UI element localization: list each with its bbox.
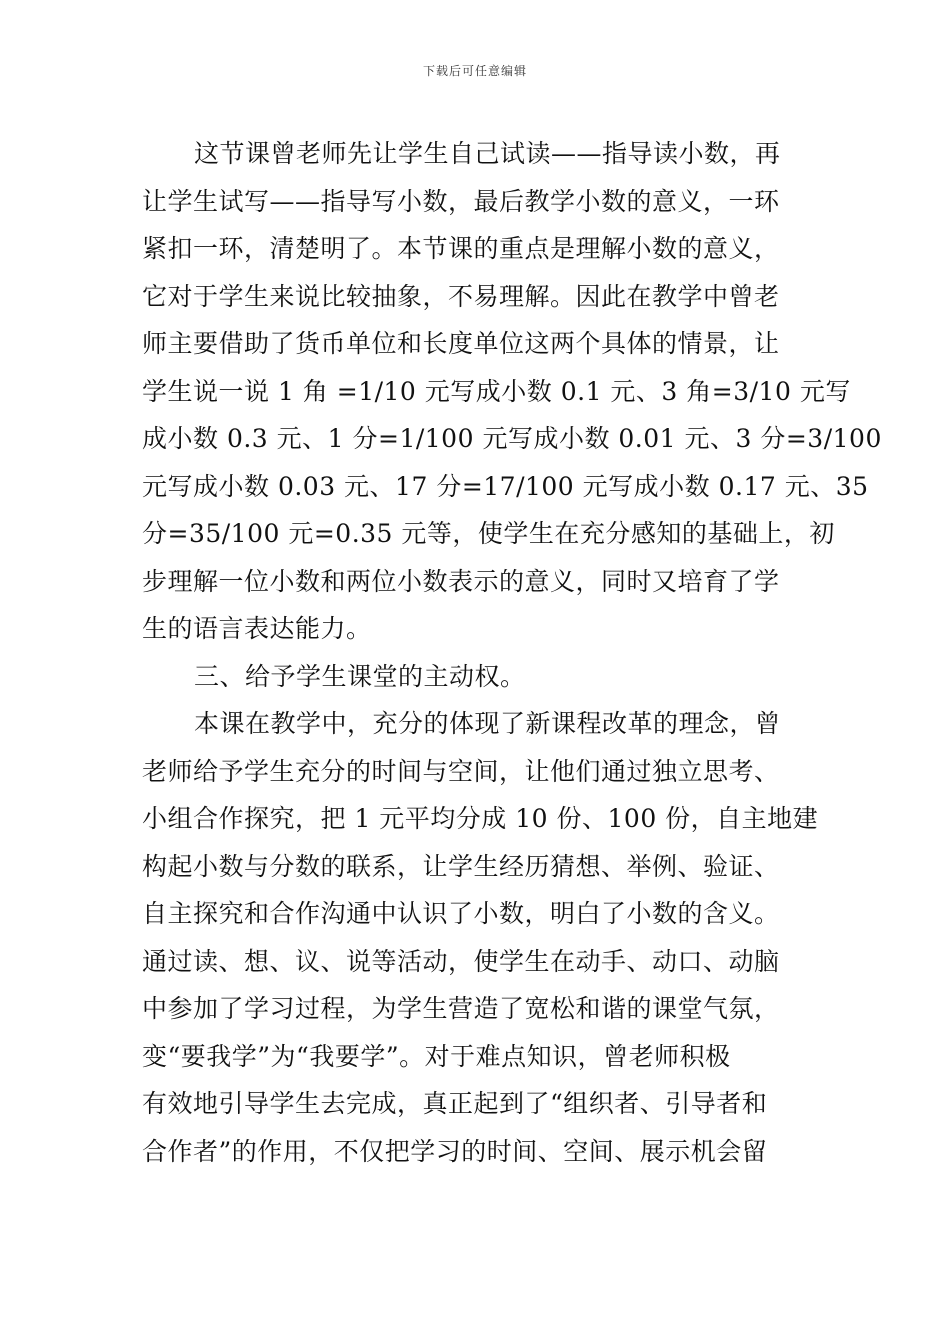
text-line: 本课在教学中，充分的体现了新课程改革的理念，曾 [194,709,781,738]
text-line: 步理解一位小数和两位小数表示的意义，同时又培育了学 [142,566,780,596]
text-line: 这节课曾老师先让学生自己试读——指导读小数，再 [194,139,781,168]
text-line: 学生说一说 1 角 =1/10 元写成小数 0.1 元、3 角=3/10 元写 [142,376,851,406]
text-line: 让学生试写——指导写小数，最后教学小数的意义，一环 [142,186,780,216]
text-line: 元写成小数 0.03 元、17 分=17/100 元写成小数 0.17 元、35 [142,471,869,501]
text-line: 中参加了学习过程，为学生营造了宽松和谐的课堂气氛， [142,994,780,1023]
text-line: 紧扣一环，清楚明了。本节课的重点是理解小数的意义， [142,234,780,263]
text-line: 分=35/100 元=0.35 元等，使学生在充分感知的基础上，初 [142,519,835,548]
text-line: 自主探究和合作沟通中认识了小数，明白了小数的含义。 [142,899,780,928]
text-line: 通过读、想、议、说等活动，使学生在动手、动口、动脑 [142,946,780,976]
text-line: 它对于学生来说比较抽象，不易理解。因此在教学中曾老 [142,281,780,311]
text-line: 师主要借助了货币单位和长度单位这两个具体的情景，让 [142,329,780,358]
header-note: 下载后可任意编辑 [422,64,527,78]
text-line: 小组合作探究，把 1 元平均分成 10 份、100 份，自主地建 [142,804,819,833]
text-line: 老师给予学生充分的时间与空间，让他们通过独立思考、 [142,756,780,786]
text-line: 构起小数与分数的联系，让学生经历猜想、举例、验证、 [142,851,780,881]
text-line: 有效地引导学生去完成，真正起到了“组织者、引导者和 [142,1089,768,1118]
text-line: 变“要我学”为“我要学”。对于难点知识，曾老师积极 [142,1041,731,1071]
text-line: 生的语言表达能力。 [142,614,372,643]
text-line: 合作者”的作用，不仅把学习的时间、空间、展示机会留 [142,1136,768,1166]
text-line: 成小数 0.3 元、1 分=1/100 元写成小数 0.01 元、3 分=3/100 [142,424,882,453]
body-text [142,130,882,1175]
section-heading: 三、给予学生课堂的主动权。 [194,661,526,691]
